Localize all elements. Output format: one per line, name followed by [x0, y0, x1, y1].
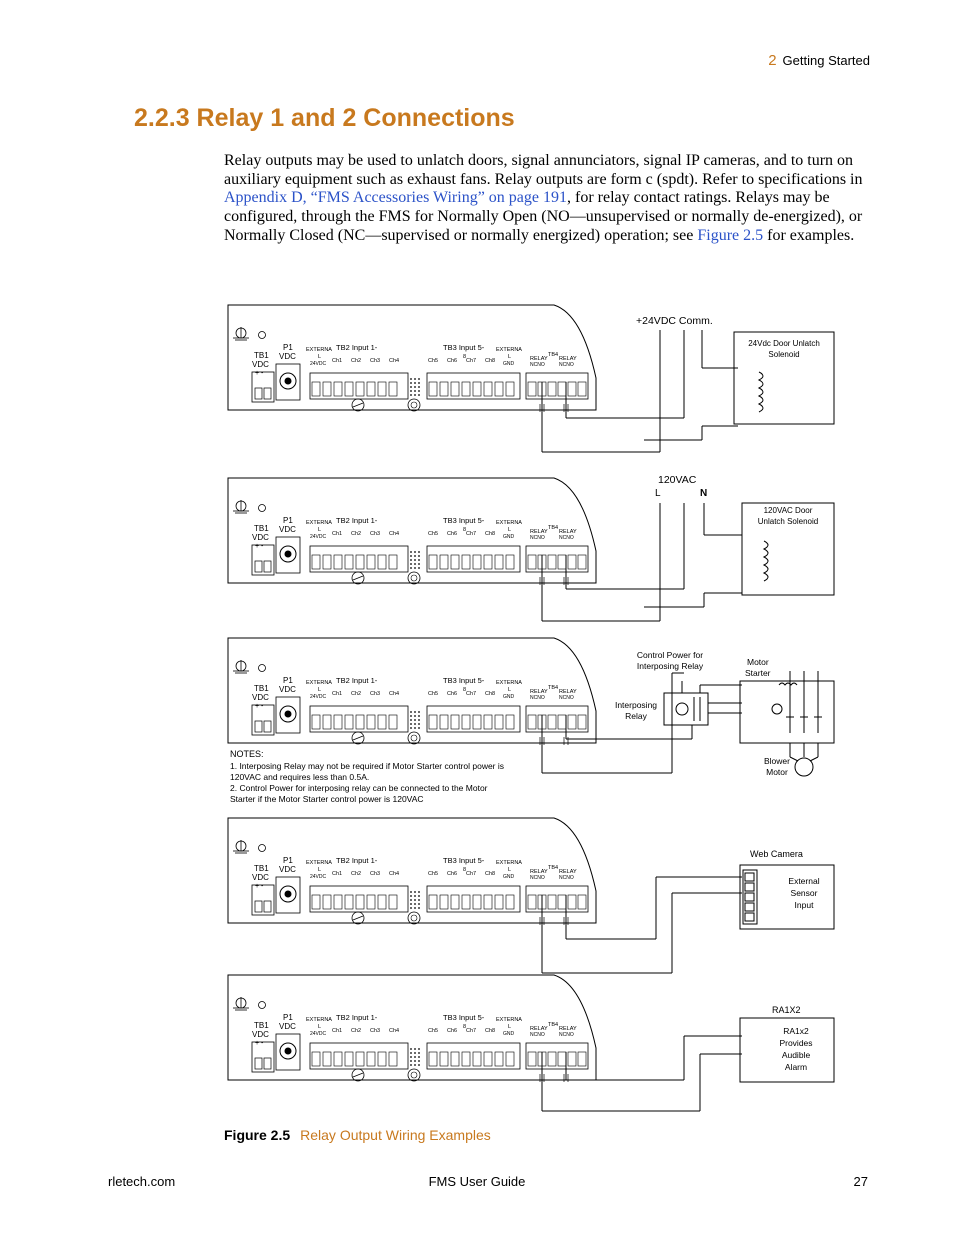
- svg-text:RELAY: RELAY: [530, 869, 548, 875]
- svg-text:Ch6: Ch6: [447, 531, 458, 537]
- svg-text:VDC: VDC: [252, 533, 269, 542]
- diagram-2-l-label: L: [655, 488, 661, 499]
- svg-text:8: 8: [463, 867, 467, 873]
- svg-text:TB3 Input 5-: TB3 Input 5-: [443, 343, 485, 352]
- svg-text:Ch7: Ch7: [466, 1028, 477, 1034]
- svg-text:VDC: VDC: [252, 693, 269, 702]
- svg-text:RELAY: RELAY: [559, 356, 577, 362]
- figure-number: Figure 2.5: [224, 1127, 291, 1143]
- svg-text:Ch3: Ch3: [370, 531, 381, 537]
- svg-text:Ch6: Ch6: [447, 358, 458, 364]
- svg-text:Ch2: Ch2: [351, 691, 362, 697]
- svg-text:Ch4: Ch4: [389, 1028, 400, 1034]
- diagram-5-line4: Alarm: [784, 1062, 808, 1072]
- svg-text:Ch4: Ch4: [389, 871, 400, 877]
- svg-text:EXTERNA: EXTERNA: [496, 680, 522, 686]
- svg-text:Ch1: Ch1: [332, 1028, 343, 1034]
- svg-text:EXTERNA: EXTERNA: [306, 347, 332, 353]
- relay-wiring-diagrams: [224, 300, 844, 1115]
- svg-text:TB4: TB4: [548, 865, 559, 871]
- diagram-3-notes: [230, 749, 504, 804]
- svg-text:GND: GND: [503, 1031, 515, 1037]
- svg-text:Ch5: Ch5: [428, 1028, 439, 1034]
- svg-text:TB4: TB4: [548, 685, 559, 691]
- svg-text:+ -: + -: [255, 703, 264, 710]
- svg-text:Ch3: Ch3: [370, 1028, 381, 1034]
- svg-text:RELAY: RELAY: [530, 1026, 548, 1032]
- appendix-d-link[interactable]: Appendix D, “FMS Accessories Wiring” on page 191: [224, 189, 568, 207]
- svg-text:NCNO: NCNO: [530, 695, 545, 701]
- svg-text:Ch1: Ch1: [332, 358, 343, 364]
- svg-text:VDC: VDC: [279, 525, 296, 534]
- svg-text:Ch7: Ch7: [466, 358, 477, 364]
- svg-text:+ -: + -: [255, 370, 264, 377]
- svg-text:RELAY: RELAY: [530, 529, 548, 535]
- svg-text:L: L: [318, 687, 322, 693]
- svg-text:RELAY: RELAY: [559, 689, 577, 695]
- svg-text:RELAY: RELAY: [559, 529, 577, 535]
- svg-text:NCNO: NCNO: [530, 535, 545, 541]
- svg-text:GND: GND: [503, 694, 515, 700]
- svg-text:8: 8: [463, 527, 467, 533]
- figure-caption: [224, 1127, 491, 1143]
- diagram-3-bm-line1: Blower: [764, 756, 790, 766]
- svg-text:RELAY: RELAY: [559, 869, 577, 875]
- svg-text:Ch1: Ch1: [332, 691, 343, 697]
- svg-text:TB4: TB4: [548, 525, 559, 531]
- diagram-1-device-line1: 24Vdc Door Unlatch: [748, 339, 820, 348]
- svg-text:TB2 Input 1-: TB2 Input 1-: [336, 1013, 378, 1022]
- svg-text:VDC: VDC: [252, 1030, 269, 1039]
- body-text-part2: , for relay contact ratings. Relays may be configured, through the FMS for Normally Open (NO—unsupervised or normally de-energized), or Normally Closed (NC—supervised or normally energized) operation; see: [224, 189, 863, 244]
- footer-page-number: 27: [853, 1174, 868, 1189]
- diagram-2-n-label: N: [700, 488, 708, 499]
- svg-text:TB3 Input 5-: TB3 Input 5-: [443, 516, 485, 525]
- svg-text:Ch5: Ch5: [428, 691, 439, 697]
- diagram-2-supply-label: 120VAC: [658, 474, 697, 486]
- diagram-3-ms-line1: Motor: [747, 657, 769, 667]
- diagram-3-cp-line1: Control Power for: [636, 650, 704, 660]
- diagram-1-device-line2: Solenoid: [768, 350, 800, 359]
- svg-text:1. Interposing Relay may not: 1. Interposing Relay may not be required if Motor Starter control power is: [230, 761, 505, 771]
- svg-text:L: L: [318, 354, 322, 360]
- svg-text:VDC: VDC: [279, 1022, 296, 1031]
- svg-text:NCNO: NCNO: [559, 1032, 574, 1038]
- svg-text:L: L: [318, 527, 322, 533]
- footer-guide-title: FMS User Guide: [428, 1174, 526, 1189]
- svg-text:Ch3: Ch3: [370, 871, 381, 877]
- svg-text:Starter if the Motor Starter c: Starter if the Motor Starter control power is 120VAC: [230, 794, 424, 804]
- svg-text:EXTERNA: EXTERNA: [306, 1017, 332, 1023]
- svg-text:24VDC: 24VDC: [310, 874, 327, 880]
- svg-text:TB2 Input 1-: TB2 Input 1-: [336, 856, 378, 865]
- diagram-1-24vdc-solenoid: [228, 305, 834, 452]
- diagram-4-web-camera: [228, 818, 834, 973]
- svg-text:L: L: [508, 867, 512, 873]
- diagram-3-ms-line2: Starter: [745, 668, 771, 678]
- svg-text:Ch3: Ch3: [370, 358, 381, 364]
- svg-text:TB1: TB1: [254, 864, 269, 873]
- svg-text:P1: P1: [283, 1013, 293, 1022]
- diagram-5-line3: Audible: [781, 1050, 811, 1060]
- svg-text:Ch2: Ch2: [351, 871, 362, 877]
- svg-text:+ -: + -: [255, 1040, 264, 1047]
- body-text-part3: for examples.: [763, 226, 855, 244]
- svg-text:NCNO: NCNO: [530, 875, 545, 881]
- svg-text:Ch4: Ch4: [389, 531, 400, 537]
- svg-text:EXTERNA: EXTERNA: [496, 860, 522, 866]
- diagram-5-ra1x2-alarm: [228, 975, 834, 1111]
- svg-text:Ch8: Ch8: [485, 871, 496, 877]
- diagram-3-ir-line2: Relay: [625, 711, 647, 721]
- svg-text:TB2 Input 1-: TB2 Input 1-: [336, 516, 378, 525]
- svg-text:P1: P1: [283, 856, 293, 865]
- svg-text:Ch6: Ch6: [447, 1028, 458, 1034]
- svg-text:EXTERNA: EXTERNA: [306, 520, 332, 526]
- page-header: [768, 52, 870, 69]
- svg-text:EXTERNA: EXTERNA: [306, 680, 332, 686]
- diagram-2-device-line1: 120VAC Door: [763, 506, 813, 515]
- svg-text:Ch8: Ch8: [485, 1028, 496, 1034]
- svg-text:VDC: VDC: [279, 865, 296, 874]
- svg-text:+ -: + -: [255, 543, 264, 550]
- chapter-number: 2: [768, 52, 777, 69]
- diagram-4-input-line1: External: [788, 876, 820, 886]
- svg-text:Ch1: Ch1: [332, 871, 343, 877]
- diagram-2-device-line2: Unlatch Solenoid: [757, 517, 819, 526]
- svg-text:Ch7: Ch7: [466, 691, 477, 697]
- svg-text:Ch8: Ch8: [485, 691, 496, 697]
- body-text-part1: Relay outputs may be used to unlatch doors, signal annunciators, signal IP cameras, and to turn on auxiliary equipment such as exhaust fans. Relay outputs are form c (spdt). Refer to specifications in: [224, 152, 863, 188]
- svg-text:Ch2: Ch2: [351, 531, 362, 537]
- svg-text:24VDC: 24VDC: [310, 534, 327, 540]
- svg-text:P1: P1: [283, 516, 293, 525]
- svg-text:Ch2: Ch2: [351, 358, 362, 364]
- svg-text:TB1: TB1: [254, 1021, 269, 1030]
- svg-text:L: L: [318, 867, 322, 873]
- svg-text:24VDC: 24VDC: [310, 694, 327, 700]
- svg-text:Ch1: Ch1: [332, 531, 343, 537]
- svg-text:L: L: [318, 1024, 322, 1030]
- svg-text:Ch6: Ch6: [447, 691, 458, 697]
- svg-text:TB2 Input 1-: TB2 Input 1-: [336, 343, 378, 352]
- svg-text:NCNO: NCNO: [530, 1032, 545, 1038]
- svg-text:2. Control Power for interpo: 2. Control Power for interposing relay can be connected to the Motor: [230, 783, 488, 793]
- svg-text:TB3 Input 5-: TB3 Input 5-: [443, 1013, 485, 1022]
- diagram-3-cp-line2: Interposing Relay: [636, 661, 704, 671]
- svg-text:NCNO: NCNO: [559, 875, 574, 881]
- svg-text:NCNO: NCNO: [530, 362, 545, 368]
- svg-text:TB2 Input 1-: TB2 Input 1-: [336, 676, 378, 685]
- chapter-title: Getting Started: [782, 53, 870, 68]
- svg-text:+ -: + -: [255, 883, 264, 890]
- svg-text:L: L: [508, 1024, 512, 1030]
- svg-text:8: 8: [463, 1024, 467, 1030]
- svg-text:8: 8: [463, 687, 467, 693]
- diagram-4-input-line2: Sensor: [790, 888, 818, 898]
- svg-text:L: L: [508, 527, 512, 533]
- svg-text:Ch3: Ch3: [370, 691, 381, 697]
- section-title: 2.2.3 Relay 1 and 2 Connections: [134, 104, 515, 132]
- diagram-3-motor-starter: [228, 638, 834, 804]
- footer-website: rletech.com: [108, 1174, 176, 1189]
- svg-text:P1: P1: [283, 676, 293, 685]
- svg-text:Ch5: Ch5: [428, 871, 439, 877]
- svg-text:Ch7: Ch7: [466, 531, 477, 537]
- svg-text:Ch8: Ch8: [485, 358, 496, 364]
- svg-text:TB3 Input 5-: TB3 Input 5-: [443, 856, 485, 865]
- svg-text:VDC: VDC: [252, 360, 269, 369]
- body-paragraph: [224, 152, 868, 246]
- svg-text:TB4: TB4: [548, 352, 559, 358]
- diagram-4-input-line3: Input: [794, 900, 814, 910]
- svg-text:8: 8: [463, 354, 467, 360]
- svg-text:24VDC: 24VDC: [310, 361, 327, 367]
- svg-text:P1: P1: [283, 343, 293, 352]
- svg-text:EXTERNA: EXTERNA: [496, 520, 522, 526]
- svg-text:TB1: TB1: [254, 351, 269, 360]
- svg-text:NCNO: NCNO: [559, 362, 574, 368]
- relay-wiring-figure: [224, 300, 844, 1120]
- svg-text:TB1: TB1: [254, 684, 269, 693]
- svg-text:RELAY: RELAY: [530, 356, 548, 362]
- diagram-5-line1: RA1x2: [783, 1026, 809, 1036]
- svg-text:Ch5: Ch5: [428, 531, 439, 537]
- svg-text:RELAY: RELAY: [559, 1026, 577, 1032]
- diagram-5-line2: Provides: [779, 1038, 813, 1048]
- diagram-1-supply-label: +24VDC Comm.: [636, 315, 713, 327]
- figure-2-5-link[interactable]: Figure 2.5: [697, 226, 764, 244]
- diagram-2-120vac-solenoid: [228, 474, 834, 621]
- svg-text:NCNO: NCNO: [559, 535, 574, 541]
- svg-text:Ch5: Ch5: [428, 358, 439, 364]
- svg-text:EXTERNA: EXTERNA: [306, 860, 332, 866]
- diagram-3-bm-line2: Motor: [766, 767, 788, 777]
- svg-text:VDC: VDC: [279, 685, 296, 694]
- svg-text:120VAC and requires less than: 120VAC and requires less than 0.5A.: [230, 772, 370, 782]
- svg-text:EXTERNA: EXTERNA: [496, 347, 522, 353]
- svg-text:VDC: VDC: [279, 352, 296, 361]
- svg-text:NOTES:: NOTES:: [230, 749, 264, 759]
- svg-text:GND: GND: [503, 361, 515, 367]
- svg-text:Ch8: Ch8: [485, 531, 496, 537]
- svg-text:L: L: [508, 354, 512, 360]
- diagram-4-camera-label: Web Camera: [750, 849, 803, 859]
- svg-text:TB3 Input 5-: TB3 Input 5-: [443, 676, 485, 685]
- svg-text:TB4: TB4: [548, 1022, 559, 1028]
- svg-text:TB1: TB1: [254, 524, 269, 533]
- diagram-3-ir-line1: Interposing: [614, 700, 658, 710]
- svg-text:L: L: [508, 687, 512, 693]
- svg-text:Ch6: Ch6: [447, 871, 458, 877]
- figure-title: Relay Output Wiring Examples: [300, 1127, 491, 1143]
- svg-text:GND: GND: [503, 874, 515, 880]
- svg-text:Ch2: Ch2: [351, 1028, 362, 1034]
- svg-text:EXTERNA: EXTERNA: [496, 1017, 522, 1023]
- svg-text:VDC: VDC: [252, 873, 269, 882]
- svg-text:RELAY: RELAY: [530, 689, 548, 695]
- svg-text:Ch4: Ch4: [389, 691, 400, 697]
- svg-text:NCNO: NCNO: [559, 695, 574, 701]
- svg-text:GND: GND: [503, 534, 515, 540]
- svg-text:24VDC: 24VDC: [310, 1031, 327, 1037]
- diagram-5-ra1x2-label: RA1X2: [772, 1005, 801, 1015]
- svg-text:Ch7: Ch7: [466, 871, 477, 877]
- svg-text:Ch4: Ch4: [389, 358, 400, 364]
